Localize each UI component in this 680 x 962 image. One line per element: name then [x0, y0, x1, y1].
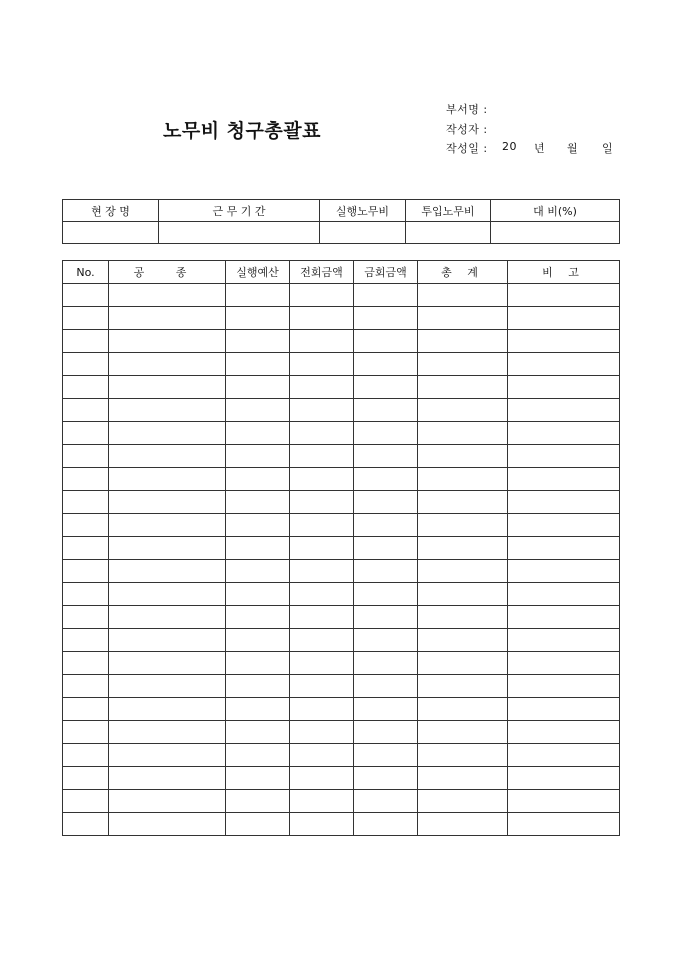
total-cell[interactable] — [418, 698, 508, 721]
total-cell[interactable] — [418, 813, 508, 836]
table-row — [63, 583, 620, 606]
execution-budget-cell[interactable] — [226, 468, 290, 491]
site-name-header: 현 장 명 — [63, 200, 159, 222]
remarks-cell[interactable] — [508, 399, 620, 422]
execution-budget-cell[interactable] — [226, 422, 290, 445]
remarks-cell[interactable] — [508, 468, 620, 491]
previous-amount-cell[interactable] — [290, 330, 354, 353]
execution-budget-cell[interactable] — [226, 767, 290, 790]
remarks-cell[interactable] — [508, 813, 620, 836]
remarks-cell[interactable] — [508, 284, 620, 307]
work-type-cell[interactable] — [109, 422, 226, 445]
total-cell[interactable] — [418, 353, 508, 376]
no-cell[interactable] — [63, 698, 109, 721]
input-labor-cost-cell[interactable] — [406, 222, 491, 244]
work-type-cell[interactable] — [109, 376, 226, 399]
total-cell[interactable] — [418, 652, 508, 675]
site-table-row — [63, 222, 620, 244]
table-row — [63, 560, 620, 583]
no-cell[interactable] — [63, 813, 109, 836]
current-amount-cell[interactable] — [354, 399, 418, 422]
execution-budget-cell[interactable] — [226, 445, 290, 468]
current-amount-cell[interactable] — [354, 629, 418, 652]
no-cell[interactable] — [63, 767, 109, 790]
total-cell[interactable] — [418, 606, 508, 629]
executed-labor-cost-cell[interactable] — [320, 222, 406, 244]
work-type-cell[interactable] — [109, 445, 226, 468]
table-row — [63, 767, 620, 790]
total-cell[interactable] — [418, 744, 508, 767]
site-summary-table — [62, 199, 620, 244]
previous-amount-cell[interactable] — [290, 537, 354, 560]
table-row — [63, 399, 620, 422]
execution-budget-cell[interactable] — [226, 284, 290, 307]
no-cell[interactable] — [63, 629, 109, 652]
current-amount-cell[interactable] — [354, 514, 418, 537]
work-type-cell[interactable] — [109, 606, 226, 629]
total-cell[interactable] — [418, 767, 508, 790]
no-cell[interactable] — [63, 606, 109, 629]
total-cell[interactable] — [418, 330, 508, 353]
table-row — [63, 307, 620, 330]
remarks-header: 비 고 — [508, 261, 620, 284]
date-year-prefix: 20 — [502, 140, 517, 153]
no-cell[interactable] — [63, 675, 109, 698]
work-type-cell[interactable] — [109, 767, 226, 790]
no-cell[interactable] — [63, 537, 109, 560]
current-amount-cell[interactable] — [354, 560, 418, 583]
execution-budget-cell[interactable] — [226, 790, 290, 813]
execution-budget-cell[interactable] — [226, 537, 290, 560]
remarks-cell[interactable] — [508, 629, 620, 652]
remarks-cell[interactable] — [508, 583, 620, 606]
table-row — [63, 675, 620, 698]
previous-amount-cell[interactable] — [290, 376, 354, 399]
current-amount-cell[interactable] — [354, 698, 418, 721]
table-row — [63, 652, 620, 675]
previous-amount-cell[interactable] — [290, 744, 354, 767]
previous-amount-cell[interactable] — [290, 813, 354, 836]
previous-amount-cell[interactable] — [290, 652, 354, 675]
no-cell[interactable] — [63, 376, 109, 399]
no-cell[interactable] — [63, 583, 109, 606]
no-cell[interactable] — [63, 399, 109, 422]
previous-amount-cell[interactable] — [290, 284, 354, 307]
current-amount-cell[interactable] — [354, 583, 418, 606]
date-month-unit: 월 — [567, 142, 579, 155]
remarks-cell[interactable] — [508, 606, 620, 629]
no-cell[interactable] — [63, 468, 109, 491]
total-cell[interactable] — [418, 284, 508, 307]
previous-amount-cell[interactable] — [290, 675, 354, 698]
previous-amount-cell[interactable] — [290, 790, 354, 813]
execution-budget-cell[interactable] — [226, 307, 290, 330]
previous-amount-cell[interactable] — [290, 422, 354, 445]
no-cell[interactable] — [63, 652, 109, 675]
execution-budget-cell[interactable] — [226, 399, 290, 422]
previous-amount-cell[interactable] — [290, 698, 354, 721]
previous-amount-cell[interactable] — [290, 445, 354, 468]
table-row — [63, 330, 620, 353]
previous-amount-cell[interactable] — [290, 629, 354, 652]
work-type-cell[interactable] — [109, 652, 226, 675]
work-type-cell[interactable] — [109, 284, 226, 307]
execution-budget-cell[interactable] — [226, 629, 290, 652]
previous-amount-cell[interactable] — [290, 491, 354, 514]
site-table-header-row — [63, 200, 620, 222]
work-type-cell[interactable] — [109, 790, 226, 813]
previous-amount-cell[interactable] — [290, 399, 354, 422]
detail-table-header-row — [63, 261, 620, 284]
work-type-cell[interactable] — [109, 721, 226, 744]
work-period-header: 근 무 기 간 — [159, 200, 320, 222]
table-row — [63, 514, 620, 537]
work-type-cell[interactable] — [109, 514, 226, 537]
table-row — [63, 629, 620, 652]
work-type-header: 공 종 — [109, 261, 226, 284]
current-amount-cell[interactable] — [354, 330, 418, 353]
previous-amount-cell[interactable] — [290, 353, 354, 376]
previous-amount-cell[interactable] — [290, 307, 354, 330]
current-amount-cell[interactable] — [354, 284, 418, 307]
remarks-cell[interactable] — [508, 445, 620, 468]
remarks-cell[interactable] — [508, 307, 620, 330]
current-amount-cell[interactable] — [354, 790, 418, 813]
total-cell[interactable] — [418, 790, 508, 813]
table-row — [63, 376, 620, 399]
work-type-cell[interactable] — [109, 675, 226, 698]
execution-budget-cell[interactable] — [226, 583, 290, 606]
remarks-cell[interactable] — [508, 675, 620, 698]
table-row — [63, 721, 620, 744]
remarks-cell[interactable] — [508, 721, 620, 744]
work-type-cell[interactable] — [109, 698, 226, 721]
date-day-unit: 일 — [602, 142, 614, 155]
no-cell[interactable] — [63, 721, 109, 744]
remarks-cell[interactable] — [508, 790, 620, 813]
previous-amount-cell[interactable] — [290, 468, 354, 491]
author-label: 작성자 : — [446, 123, 488, 136]
current-amount-cell[interactable] — [354, 652, 418, 675]
site-name-cell[interactable] — [63, 222, 159, 244]
current-amount-cell[interactable] — [354, 422, 418, 445]
work-type-cell[interactable] — [109, 491, 226, 514]
ratio-header: 대 비(%) — [491, 200, 620, 222]
total-cell[interactable] — [418, 376, 508, 399]
execution-budget-cell[interactable] — [226, 376, 290, 399]
current-amount-cell[interactable] — [354, 606, 418, 629]
total-cell[interactable] — [418, 514, 508, 537]
previous-amount-cell[interactable] — [290, 606, 354, 629]
execution-budget-cell[interactable] — [226, 698, 290, 721]
previous-amount-cell[interactable] — [290, 514, 354, 537]
execution-budget-cell[interactable] — [226, 675, 290, 698]
no-cell[interactable] — [63, 560, 109, 583]
remarks-cell[interactable] — [508, 353, 620, 376]
previous-amount-cell[interactable] — [290, 721, 354, 744]
total-cell[interactable] — [418, 537, 508, 560]
total-cell[interactable] — [418, 721, 508, 744]
execution-budget-cell[interactable] — [226, 606, 290, 629]
remarks-cell[interactable] — [508, 514, 620, 537]
work-period-cell[interactable] — [159, 222, 320, 244]
work-type-cell[interactable] — [109, 399, 226, 422]
execution-budget-header: 실행예산 — [226, 261, 290, 284]
execution-budget-cell[interactable] — [226, 353, 290, 376]
current-amount-cell[interactable] — [354, 675, 418, 698]
remarks-cell[interactable] — [508, 376, 620, 399]
total-cell[interactable] — [418, 399, 508, 422]
total-cell[interactable] — [418, 491, 508, 514]
execution-budget-cell[interactable] — [226, 721, 290, 744]
work-type-cell[interactable] — [109, 330, 226, 353]
total-cell[interactable] — [418, 675, 508, 698]
execution-budget-cell[interactable] — [226, 652, 290, 675]
remarks-cell[interactable] — [508, 744, 620, 767]
no-header: No. — [63, 261, 109, 284]
work-type-cell[interactable] — [109, 468, 226, 491]
no-cell[interactable] — [63, 284, 109, 307]
no-cell[interactable] — [63, 790, 109, 813]
remarks-cell[interactable] — [508, 767, 620, 790]
total-cell[interactable] — [418, 629, 508, 652]
current-amount-cell[interactable] — [354, 376, 418, 399]
table-row — [63, 284, 620, 307]
table-row — [63, 491, 620, 514]
no-cell[interactable] — [63, 514, 109, 537]
no-cell[interactable] — [63, 422, 109, 445]
previous-amount-cell[interactable] — [290, 767, 354, 790]
current-amount-cell[interactable] — [354, 721, 418, 744]
no-cell[interactable] — [63, 307, 109, 330]
execution-budget-cell[interactable] — [226, 330, 290, 353]
detail-table-body — [63, 284, 620, 836]
work-type-cell[interactable] — [109, 307, 226, 330]
total-header: 총 계 — [418, 261, 508, 284]
labor-cost-detail-table — [62, 260, 620, 836]
previous-amount-header: 전회금액 — [290, 261, 354, 284]
no-cell[interactable] — [63, 330, 109, 353]
previous-amount-cell[interactable] — [290, 560, 354, 583]
table-row — [63, 698, 620, 721]
current-amount-cell[interactable] — [354, 468, 418, 491]
current-amount-cell[interactable] — [354, 767, 418, 790]
remarks-cell[interactable] — [508, 652, 620, 675]
remarks-cell[interactable] — [508, 422, 620, 445]
remarks-cell[interactable] — [508, 698, 620, 721]
remarks-cell[interactable] — [508, 491, 620, 514]
work-type-cell[interactable] — [109, 744, 226, 767]
current-amount-cell[interactable] — [354, 744, 418, 767]
previous-amount-cell[interactable] — [290, 583, 354, 606]
table-row — [63, 468, 620, 491]
total-cell[interactable] — [418, 560, 508, 583]
work-type-cell[interactable] — [109, 583, 226, 606]
date-label: 작성일 : — [446, 142, 488, 155]
table-row — [63, 790, 620, 813]
total-cell[interactable] — [418, 422, 508, 445]
no-cell[interactable] — [63, 445, 109, 468]
input-labor-cost-header: 투입노무비 — [406, 200, 491, 222]
department-label: 부서명 : — [446, 103, 488, 116]
table-row — [63, 606, 620, 629]
current-amount-cell[interactable] — [354, 813, 418, 836]
table-row — [63, 813, 620, 836]
remarks-cell[interactable] — [508, 560, 620, 583]
execution-budget-cell[interactable] — [226, 560, 290, 583]
execution-budget-cell[interactable] — [226, 744, 290, 767]
remarks-cell[interactable] — [508, 330, 620, 353]
execution-budget-cell[interactable] — [226, 813, 290, 836]
total-cell[interactable] — [418, 583, 508, 606]
work-type-cell[interactable] — [109, 353, 226, 376]
date-year-unit: 년 — [534, 142, 546, 155]
current-amount-cell[interactable] — [354, 445, 418, 468]
total-cell[interactable] — [418, 307, 508, 330]
work-type-cell[interactable] — [109, 813, 226, 836]
current-amount-header: 금회금액 — [354, 261, 418, 284]
no-cell[interactable] — [63, 491, 109, 514]
work-type-cell[interactable] — [109, 560, 226, 583]
work-type-cell[interactable] — [109, 537, 226, 560]
no-cell[interactable] — [63, 353, 109, 376]
current-amount-cell[interactable] — [354, 307, 418, 330]
total-cell[interactable] — [418, 468, 508, 491]
execution-budget-cell[interactable] — [226, 491, 290, 514]
current-amount-cell[interactable] — [354, 353, 418, 376]
page-title: 노무비 청구총괄표 — [163, 120, 321, 142]
table-row — [63, 744, 620, 767]
table-row — [63, 537, 620, 560]
no-cell[interactable] — [63, 744, 109, 767]
executed-labor-cost-header: 실행노무비 — [320, 200, 406, 222]
remarks-cell[interactable] — [508, 537, 620, 560]
table-row — [63, 353, 620, 376]
total-cell[interactable] — [418, 445, 508, 468]
execution-budget-cell[interactable] — [226, 514, 290, 537]
current-amount-cell[interactable] — [354, 491, 418, 514]
current-amount-cell[interactable] — [354, 537, 418, 560]
work-type-cell[interactable] — [109, 629, 226, 652]
table-row — [63, 445, 620, 468]
table-row — [63, 422, 620, 445]
ratio-cell[interactable] — [491, 222, 620, 244]
